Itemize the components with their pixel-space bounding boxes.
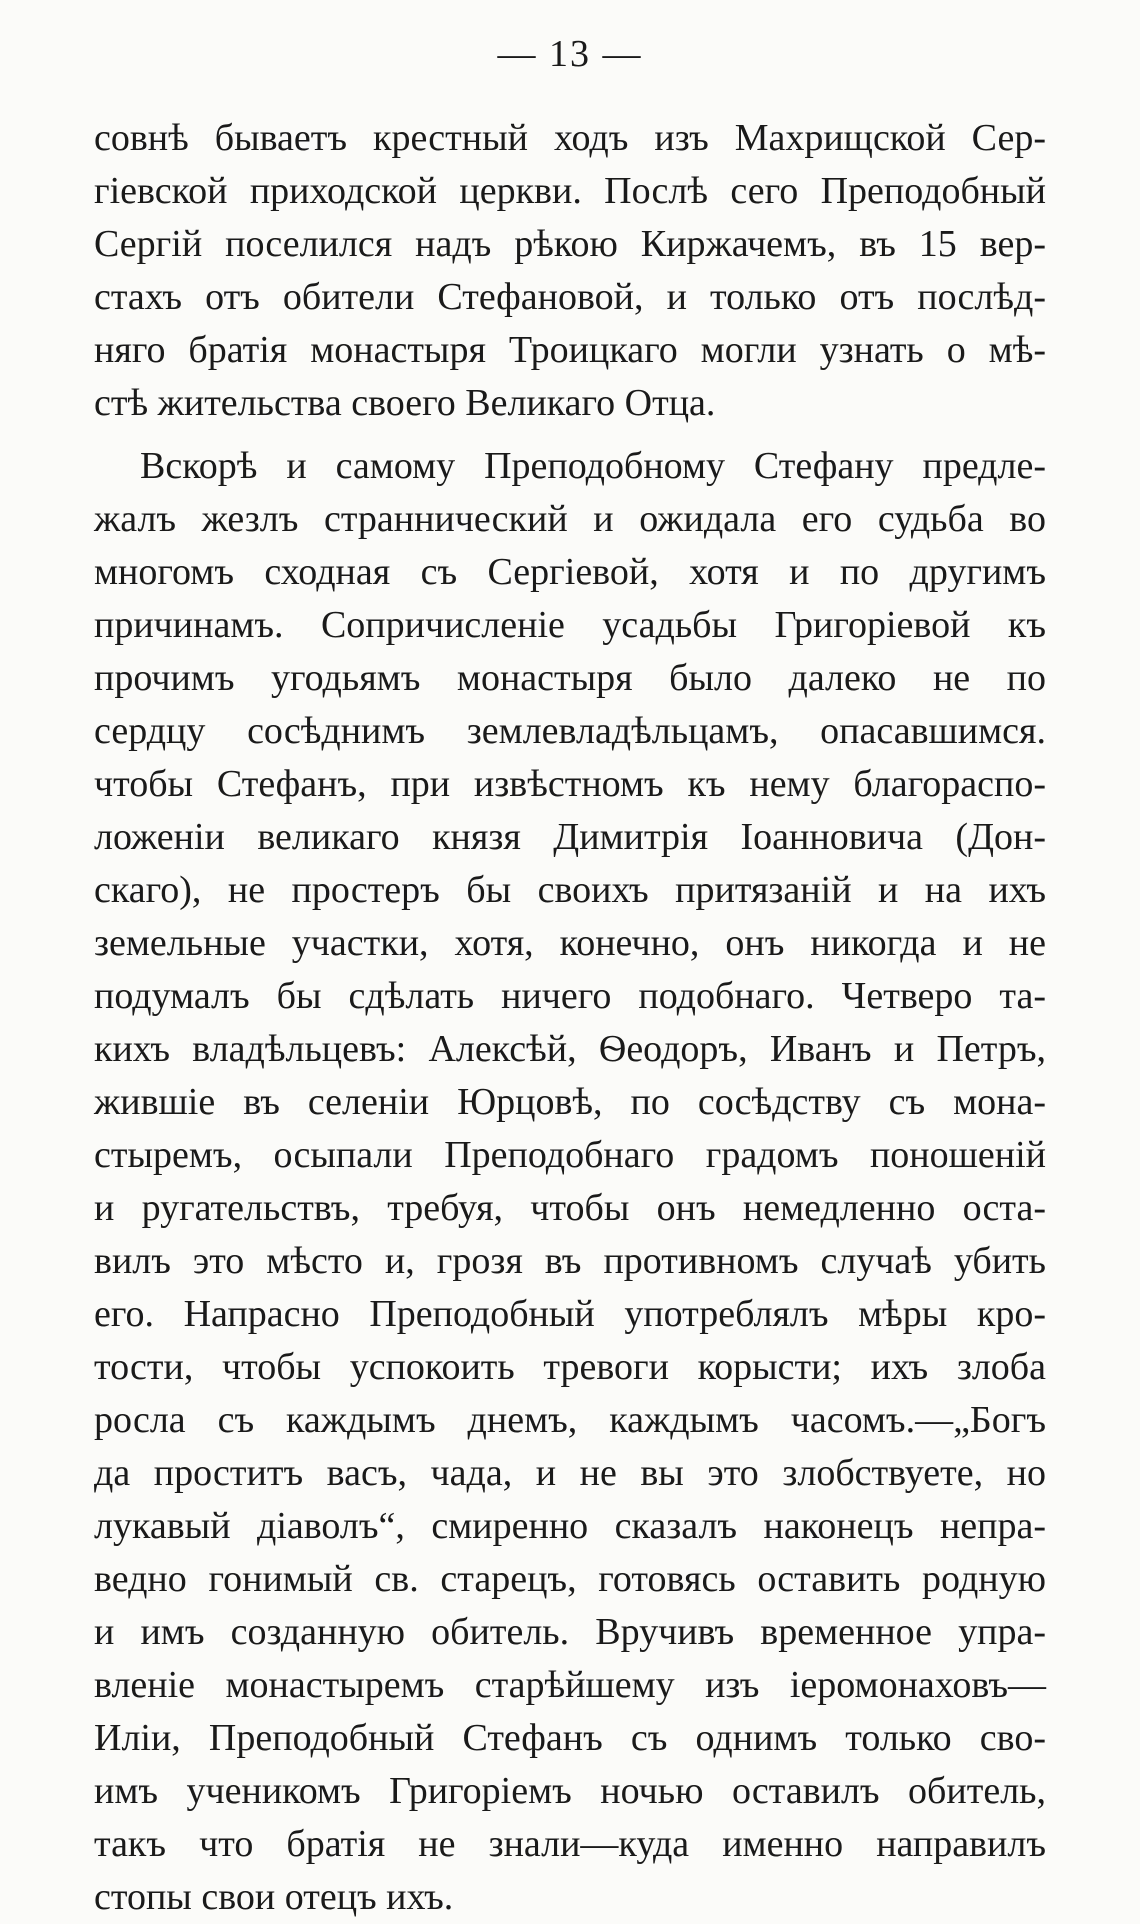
text-line: сердцу сосѣднимъ землевладѣльцамъ, опасавшимся. (94, 710, 1046, 752)
text-line: стыремъ, осыпали Преподобнаго градомъ поношеній (94, 1134, 1046, 1176)
text-line: стопы свои отецъ ихъ. (94, 1876, 454, 1918)
paragraph-2 (94, 440, 1046, 1924)
text-line: гіевской приходской церкви. Послѣ сего Преподобный (94, 170, 1046, 212)
text-line: имъ ученикомъ Григоріемъ ночью оставилъ обитель, (94, 1770, 1046, 1812)
text-line: его. Напрасно Преподобный употреблялъ мѣры кро- (94, 1293, 1046, 1335)
text-line: подумалъ бы сдѣлать ничего подобнаго. Четверо та- (94, 975, 1046, 1017)
page-number: — 13 — (497, 33, 643, 75)
text-line: вилъ это мѣсто и, грозя въ противномъ случаѣ убить (94, 1240, 1046, 1282)
paragraph-gap (94, 430, 1046, 440)
paragraph-1 (94, 112, 1046, 430)
text-line: ложеніи великаго князя Димитрія Іоанновича (Дон- (94, 816, 1046, 858)
text-line: и ругательствъ, требуя, чтобы онъ немедленно оста- (94, 1187, 1046, 1229)
text-line: прочимъ угодьямъ монастыря было далеко не по (94, 657, 1046, 699)
text-line: тости, чтобы успокоить тревоги корысти; ихъ злоба (94, 1346, 1046, 1388)
text-line: няго братія монастыря Троицкаго могли узнать о мѣ- (94, 329, 1046, 371)
text-line: вленіе монастыремъ старѣйшему изъ іеромонаховъ— (94, 1664, 1046, 1706)
text-line: многомъ сходная съ Сергіевой, хотя и по другимъ (94, 551, 1046, 593)
text-line: чтобы Стефанъ, при извѣстномъ къ нему благораспо- (94, 763, 1046, 805)
text-line: совнѣ бываетъ крестный ходъ изъ Махрищской Сер- (94, 117, 1046, 159)
text-line: земельные участки, хотя, конечно, онъ никогда и не (94, 922, 1046, 964)
text-line: такъ что братія не знали—куда именно направилъ (94, 1823, 1046, 1865)
text-line: стѣ жительства своего Великаго Отца. (94, 382, 716, 424)
text-line: Сергій поселился надъ рѣкою Киржачемъ, въ 15 вер- (94, 223, 1046, 265)
text-line: стахъ отъ обители Стефановой, и только отъ послѣд- (94, 276, 1046, 318)
text-line: да проститъ васъ, чада, и не вы это злобствуете, но (94, 1452, 1046, 1494)
text-line: лукавый діаволъ“, смиренно сказалъ наконецъ непра- (94, 1505, 1046, 1547)
text-line: причинамъ. Сопричисленіе усадьбы Григоріевой къ (94, 604, 1046, 646)
text-line: ведно гонимый св. старецъ, готовясь оставить родную (94, 1558, 1046, 1600)
text-line: росла съ каждымъ днемъ, каждымъ часомъ.—„Богъ (94, 1399, 1046, 1441)
text-line: Вскорѣ и самому Преподобному Стефану предле- (140, 445, 1046, 487)
text-line: и имъ созданную обитель. Вручивъ временное упра- (94, 1611, 1046, 1653)
page-text (94, 112, 1046, 1924)
text-line: жалъ жезлъ страннический и ожидала его судьба во (94, 498, 1046, 540)
text-line: Иліи, Преподобный Стефанъ съ однимъ только сво- (94, 1717, 1046, 1759)
text-line: жившіе въ селеніи Юрцовѣ, по сосѣдству съ мона- (94, 1081, 1046, 1123)
text-line: скаго), не простеръ бы своихъ притязаній и на ихъ (94, 869, 1046, 911)
text-line: кихъ владѣльцевъ: Алексѣй, Ѳеодоръ, Иванъ и Петръ, (94, 1028, 1046, 1070)
